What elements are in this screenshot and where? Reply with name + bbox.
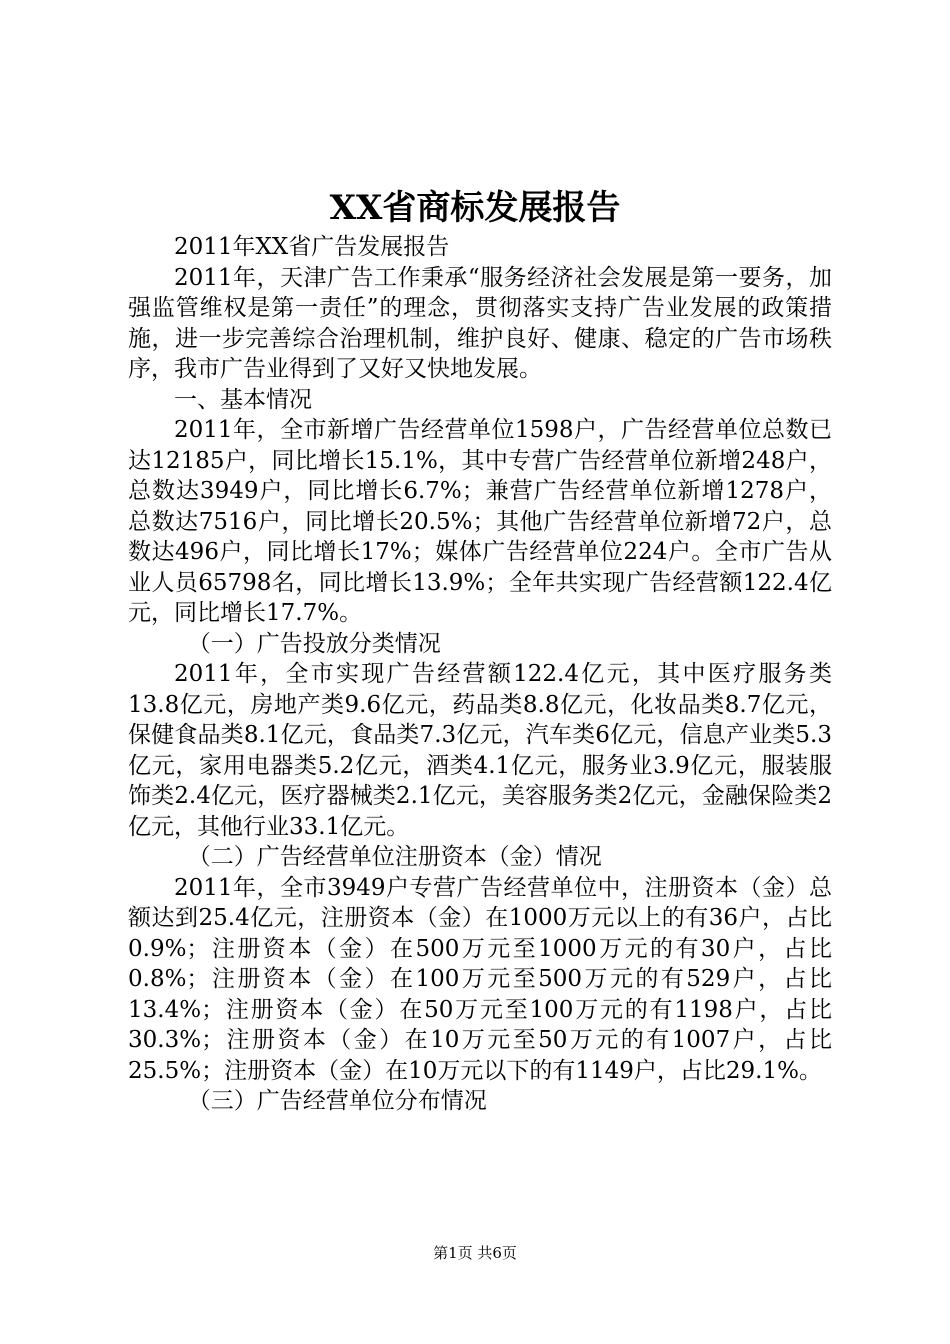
subsection-heading-2: （二）广告经营单位注册资本（金）情况 bbox=[187, 844, 602, 870]
registered-capital-paragraph: 2011年，全市3949户专营广告经营单位中，注册资本（金）总额达到25.4亿元，注册资本（金）在1000万元以上的有36户，占比0.9%；注册资本（金）在500万元至1000万元的有30户，占比0.8%；注册资本（金）在100万元至500万元的有529户，占比13.4%；注册资本（金）在50万元至100万元的有1198户，占比30.3%；注册资本（金）在10万元至50万元的有1007户，占比25.5%；注册资本（金）在10万元以下的有1149户，占比29.1%。 bbox=[128, 874, 832, 1084]
intro-paragraph: 2011年，天津广告工作秉承“服务经济社会发展是第一要务，加强监管维权是第一责任”的理念，贯彻落实支持广告业发展的政策措施，进一步完善综合治理机制，维护良好、健康、稳定的广告市场秩序，我市广告业得到了又好又快地发展。 bbox=[128, 264, 832, 382]
section-heading-basic: 一、基本情况 bbox=[174, 386, 312, 413]
document-body bbox=[128, 232, 832, 1117]
subsection-heading-1: （一）广告投放分类情况 bbox=[187, 630, 441, 657]
document-title: XX省商标发展报告 bbox=[329, 188, 621, 228]
report-subtitle: 2011年XX省广告发展报告 bbox=[174, 234, 450, 260]
page-footer: 第1页 共6页 bbox=[433, 1244, 517, 1262]
subsection-heading-3: （三）广告经营单位分布情况 bbox=[187, 1088, 487, 1114]
basic-info-paragraph: 2011年，全市新增广告经营单位1598户，广告经营单位总数已达12185户，同比增长15.1%，其中专营广告经营单位新增248户，总数达3949户，同比增长6.7%；兼营广告经营单位新增1278户，总数达7516户，同比增长20.5%；其他广告经营单位新增72户，总数达496户，同比增长17%；媒体广告经营单位224户。全市广告从业人员65798名，同比增长13.9%；全年共实现广告经营额122.4亿元，同比增长17.7%。 bbox=[128, 417, 832, 626]
ad-category-paragraph: 2011年，全市实现广告经营额122.4亿元，其中医疗服务类13.8亿元，房地产类9.6亿元，药品类8.8亿元，化妆品类8.7亿元，保健食品类8.1亿元，食品类7.3亿元，汽车类6亿元，信息产业类5.3亿元，家用电器类5.2亿元，酒类4.1亿元，服务业3.9亿元，服装服饰类2.4亿元，医疗器械类2.1亿元，美容服务类2亿元，金融保险类2亿元，其他行业33.1亿元。 bbox=[128, 661, 832, 840]
